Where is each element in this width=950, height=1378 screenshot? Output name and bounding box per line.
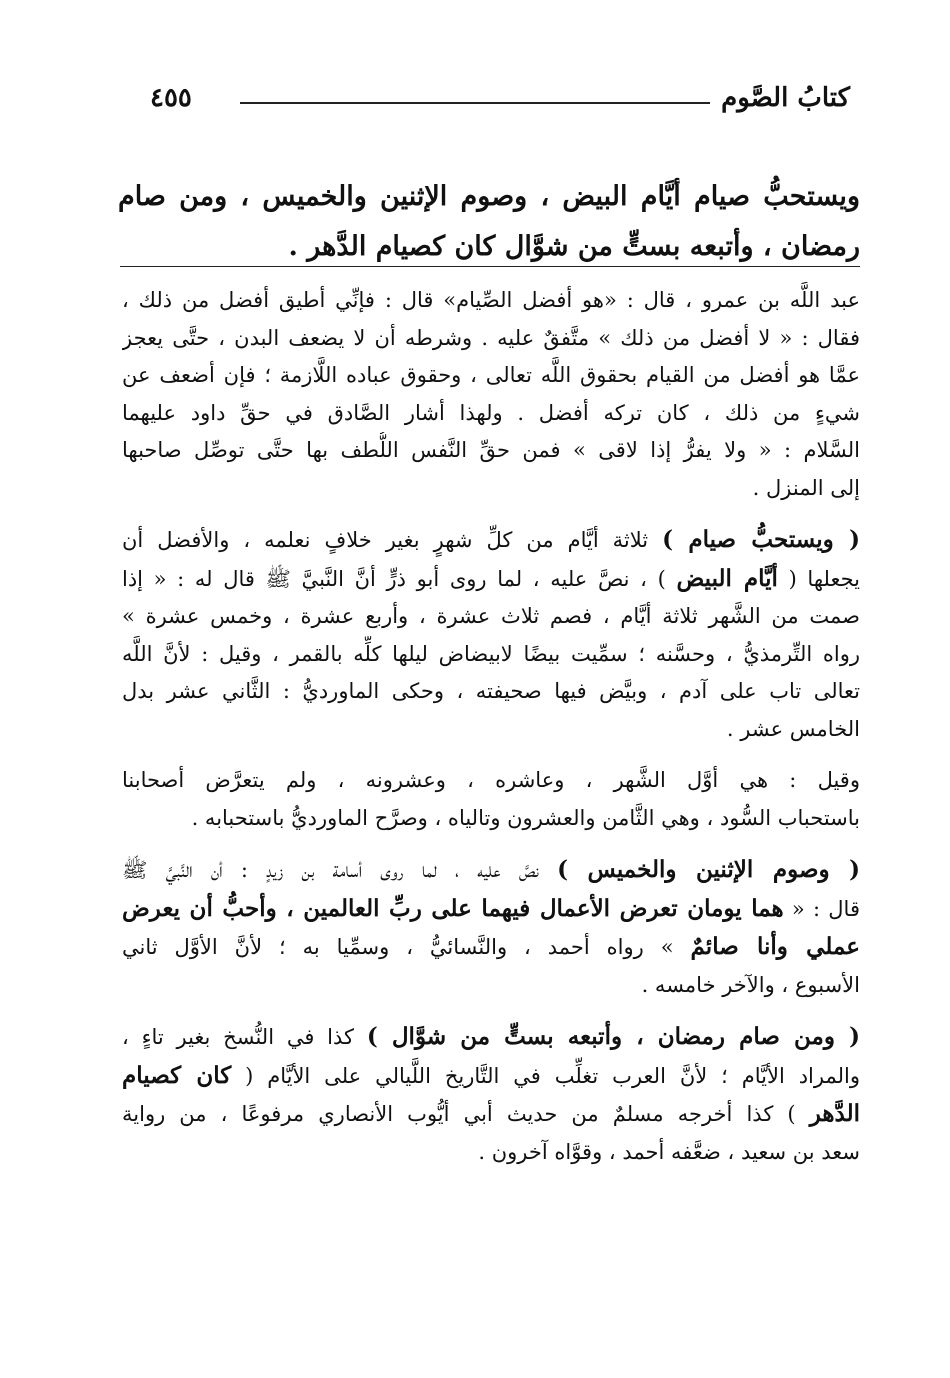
text-line: السَّلام : « ولا يفرُّ إذا لاقى » فمن حقِّ النَّفس اللُّطف بها حتَّى توصِّل صاحبها [122, 438, 860, 462]
paragraph [122, 521, 860, 748]
text-line: إلى المنزل . [752, 475, 860, 500]
text-line [122, 928, 860, 967]
quoted-lemma: أيَّام البيض [676, 564, 778, 592]
text-line: الأسبوع ، والآخر خامسه . [641, 972, 860, 997]
header-rule [240, 102, 710, 104]
text-run: » رواه أحمد ، والنَّسائيُّ ، وسمِّيا به ؛ لأنَّ الأوَّل ثاني [122, 935, 691, 959]
main-text-line: ويستحبُّ صيام أيَّام البيض ، وصوم الإثنين والخميس ، ومن صام [118, 181, 860, 212]
chapter-title: كتابُ الصَّوم [721, 83, 850, 113]
text-line: فقال : « لا أفضل من ذلك » متَّفقٌ عليه . وشرطه أن لا يضعف البدن ، حتَّى يعجز [122, 325, 860, 350]
text-line [122, 560, 860, 599]
text-line: عمَّا هو أفضل من القيام بحقوق اللَّه تعالى ، وحقوق عباده اللَّازمة ؛ فإن أضعف عن [122, 363, 860, 387]
quoted-lemma: ( وصوم الإثنين والخميس ) [557, 856, 860, 883]
paragraph [122, 1018, 860, 1171]
text-line [122, 521, 860, 560]
text-run: والمراد الأيَّام ؛ لأنَّ العرب تغلِّب في التَّاريخ اللَّيالي على الأيَّام ( [231, 1063, 860, 1088]
text-run: كذا في النُّسخ بغير تاءٍ ، [122, 1025, 367, 1049]
text-line [122, 1018, 860, 1057]
text-line [122, 1095, 860, 1134]
quoted-lemma: الدَّهر [809, 1100, 860, 1127]
main-text-line: رمضان ، وأتبعه بستٍّ من شوَّال كان كصيام الدَّهر . [288, 231, 860, 262]
paragraph [122, 851, 860, 1004]
text-run: قال : « [783, 896, 860, 921]
text-run: يجعلها ( [777, 566, 860, 591]
main-text [118, 172, 860, 272]
quoted-lemma: كان كصيام [122, 1061, 232, 1089]
hadith-text: عملي وأنا صائمٌ [690, 933, 860, 960]
text-line: باستحباب السُّود ، وهي الثَّامن والعشرون وتالياه ، وصرَّح الماورديُّ باستحبابه . [191, 805, 860, 830]
text-line [122, 1057, 860, 1096]
quoted-lemma: ( ومن صام رمضان ، وأتبعه بستٍّ من شوَّال ) [366, 1023, 860, 1050]
text-line: وقيل : هي أوَّل الشَّهر ، وعاشره ، وعشرونه ، ولم يتعرَّض أصحابنا [122, 768, 860, 792]
hadith-text: هما يومان تعرض الأعمال فيهما على ربِّ العالمين ، وأحبُّ أن يعرض [122, 894, 784, 922]
text-line: شيءٍ من ذلك ، كان تركه أفضل . ولهذا أشار الصَّادق في حقِّ داود عليهما [122, 400, 860, 425]
page-number: ٤٥٥ [150, 83, 192, 113]
text-line: رواه التِّرمذيُّ ، وحسَّنه ؛ سمِّيت بيضًا لابيضاض ليلها كلِّه بالقمر ، وقيل : لأنَّ اللَّه [122, 641, 860, 666]
paragraph [122, 762, 860, 837]
quoted-lemma: ( ويستحبُّ صيام ) [662, 526, 860, 553]
text-run: ) كذا أخرجه مسلمٌ من حديث أبي أيُّوب الأنصاري مرفوعًا ، من رواية [122, 1102, 810, 1126]
text-line: تعالى تاب على آدم ، وبيَّض فيها صحيفته ، وحكى الماورديُّ : الثَّاني عشر بدل [122, 679, 860, 703]
text-line [122, 851, 860, 890]
text-run: ) ، نصَّ عليه ، لما روى أبو ذرٍّ أنَّ النَّبيَّ ﷺ قال له : « إذا [122, 566, 677, 591]
commentary [122, 282, 860, 1185]
text-line: الخامس عشر . [726, 716, 860, 741]
text-line [122, 890, 860, 929]
main-text-separator [120, 266, 860, 267]
text-run: ثلاثة أيَّام من كلِّ شهرٍ بغير خلافٍ نعلمه ، والأفضل أن [122, 528, 663, 552]
text-line: سعد بن سعيد ، ضعَّفه أحمد ، وقوَّاه آخرون . [478, 1139, 860, 1164]
text-line: صمت من الشَّهر ثلاثة أيَّام ، فصم ثلاث عشرة ، وأربع عشرة ، وخمس عشرة » [122, 604, 860, 628]
text-line: عبد اللَّه بن عمرو ، قال : «هو أفضل الصِّيام» قال : فإنِّي أطيق أفضل من ذلك ، [122, 288, 860, 312]
paragraph [122, 282, 860, 507]
running-header [150, 78, 850, 118]
text-run: نصَّ عليه ، لما روى أسامة بن زيدٍ : أن النَّبيَّ ﷺ [122, 858, 558, 882]
